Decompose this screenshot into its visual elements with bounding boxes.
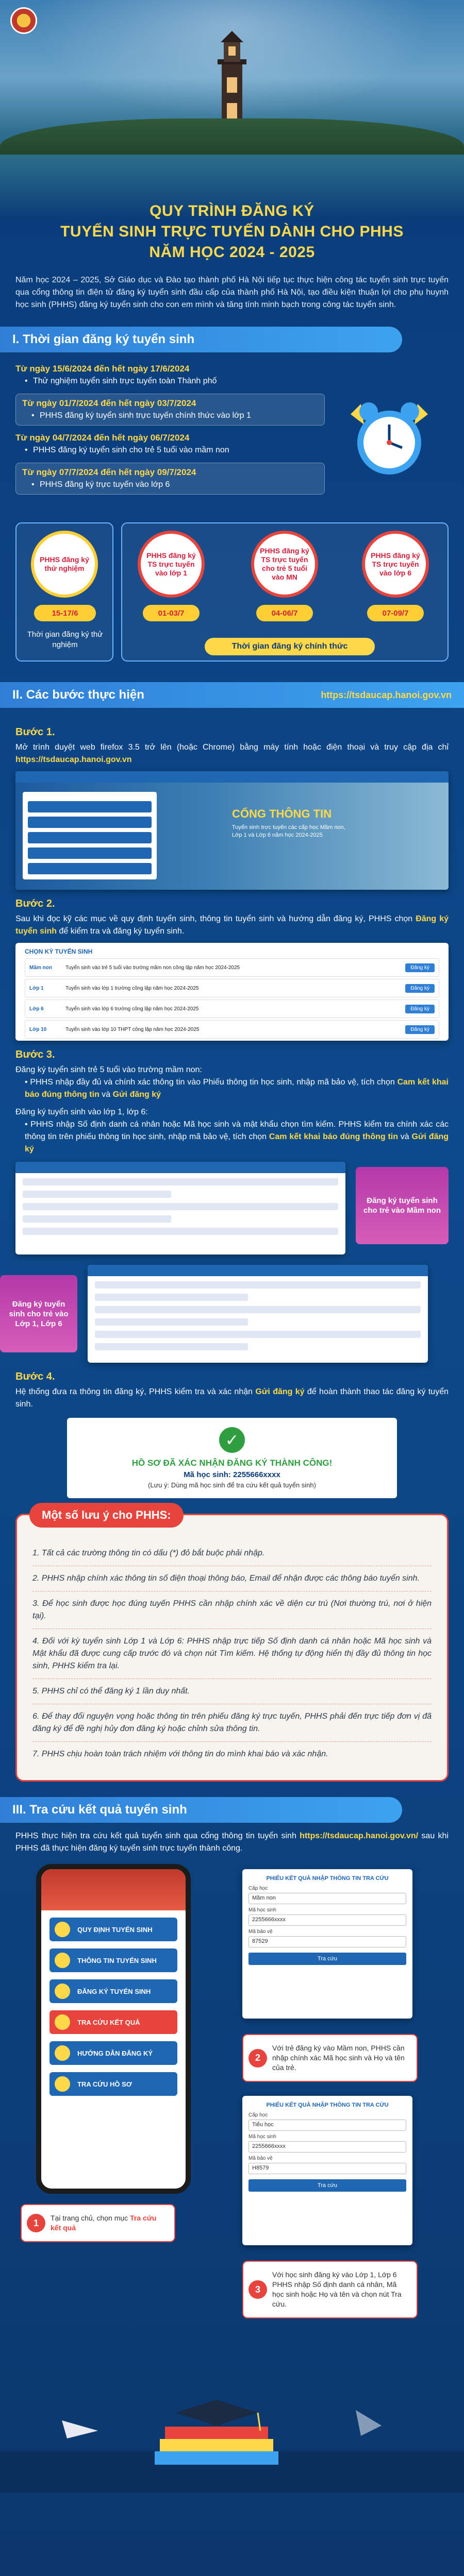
official-phase-card (121, 522, 449, 662)
success-message-box (67, 1418, 397, 1498)
official-pill-3: 07-09/7 (367, 605, 424, 621)
timeline-date: Từ ngày 04/7/2024 đến hết ngày 06/7/2024 (15, 433, 190, 443)
admission-row-text: Tuyển sinh vào trẻ 5 tuổi vào trường mầm non công lập năm học 2024-2025 (65, 964, 240, 971)
official-label: Thời gian đăng ký chính thức (205, 638, 375, 655)
official-circle-1: PHHS đăng ký TS trực tuyến vào lớp 1 (138, 531, 205, 598)
trial-label: Thời gian đăng ký thử nghiệm (27, 630, 103, 649)
section-2-banner (0, 682, 464, 708)
title-line-3: NĂM HỌC 2024 - 2025 (149, 244, 315, 261)
admission-row-text: Tuyển sinh vào lớp 10 THPT công lập năm học 2024-2025 (65, 1026, 200, 1032)
portal-banner-title: CỔNG THÔNG TIN (232, 807, 332, 820)
step-2-text (15, 913, 449, 938)
success-note: (Lưu ý: Dùng mã học sinh để tra cứu kết quả tuyển sinh) (148, 1481, 316, 1489)
phone-mockup (36, 1864, 191, 2194)
timeline-item (15, 394, 325, 426)
hero-photo (0, 0, 464, 222)
grade-side-label: Đăng ký tuyển sinh cho trẻ vào Lớp 1, Lớp 6 (0, 1275, 77, 1352)
title-line-1: QUY TRÌNH ĐĂNG KÝ (150, 202, 314, 219)
captcha-input[interactable]: 87529 (248, 1936, 406, 1947)
submit-label: Gửi đăng ký (25, 1132, 449, 1154)
step-3-b-and: và (398, 1132, 412, 1141)
timeline-item (15, 363, 325, 387)
step-4-text-b: để hoàn thành thao tác đăng ký tuyển sinh. (15, 1387, 449, 1409)
student-code: Mã học sinh: 2255666xxxx (184, 1470, 280, 1479)
checkmark-icon: ✓ (219, 1427, 245, 1453)
note-item: 6. Để thay đổi nguyện vọng hoặc thông tin trên phiếu đăng ký trực tuyến, PHHS phải đến trực tiếp đơn vị đã đăng ký để đề nghị hủy đơn đăng ký hoặc chỉnh sửa thông tin. (32, 1704, 432, 1742)
books-graduation-illustration (0, 2389, 464, 2493)
step-4-text-a: Hệ thống đưa ra thông tin đăng ký, PHHS kiểm tra và xác nhận (15, 1387, 256, 1396)
trial-phase-card (15, 522, 113, 662)
lookup-link[interactable]: https://tsdaucap.hanoi.gov.vn/ (300, 1832, 419, 1840)
callout-2-text: Với trẻ đăng ký vào Mầm non, PHHS cần nhập chính xác Mã học sinh và Họ và tên của trẻ. (272, 2044, 405, 2072)
menu-register[interactable]: ĐĂNG KÝ TUYỂN SINH (49, 1979, 177, 2003)
title-line-2: TUYỂN SINH TRỰC TUYẾN DÀNH CHO PHHS (60, 223, 404, 240)
step-3-text: Đăng ký tuyển sinh trẻ 5 tuổi vào trường mầm non: • PHHS nhập đầy đủ và chính xác thông tin vào Phiếu thông tin học sinh, nhập mã bảo vệ, tích chọn Cam kết khai báo đúng thông tin và Gửi đăng ký Đăng ký tuyển sinh vào lớp 1, lớp 6: • PHHS nhập Số định danh cá nhân hoặc Mã học sinh và mật khẩu chọn tìm kiếm. PHHS kiểm tra chính xác các thông tin trên phiếu thông tin học sinh, nhập mã bảo vệ, tích chọn Cam kết khai báo đúng thông tin và Gửi đăng ký (15, 1064, 449, 1156)
register-button[interactable]: Đăng ký (405, 1005, 435, 1013)
step-2-title: Bước 2. (15, 898, 55, 909)
step-1-link[interactable]: https://tsdaucap.hanoi.gov.vn (15, 755, 132, 764)
trial-date-pill: 15-17/6 (34, 605, 96, 621)
step-3-preschool-heading: Đăng ký tuyển sinh trẻ 5 tuổi vào trường mầm non: (15, 1065, 202, 1074)
step-3-a-text: PHHS nhập đầy đủ và chính xác thông tin vào Phiếu thông tin học sinh, nhập mã bảo vệ, tích chọn (30, 1078, 397, 1087)
captcha-label: Mã bảo vệ (248, 1929, 273, 1935)
admission-row[interactable] (25, 958, 439, 977)
timeline-item (15, 463, 325, 495)
choose-admission-title: CHỌN KỲ TUYỂN SINH (25, 948, 93, 955)
notes-title: Một số lưu ý cho PHHS: (29, 1503, 184, 1528)
choose-admission-screenshot (15, 943, 449, 1041)
admission-row-tag: Lớp 1 (29, 985, 44, 991)
menu-admission-rules[interactable]: QUY ĐỊNH TUYỂN SINH (49, 1918, 177, 1941)
official-pill-2: 04-06/7 (256, 605, 313, 621)
step-2-text-b: để kiểm tra và đăng ký tuyển sinh. (57, 927, 185, 936)
admission-row[interactable] (25, 999, 439, 1018)
preschool-lookup-form (242, 1869, 412, 2019)
note-item: 2. PHHS nhập chính xác thông tin số điện thoại thông báo, Email để nhận được các thông báo tuyển sinh. (32, 1566, 432, 1591)
code-label: Mã học sinh (248, 2134, 276, 2140)
step-3-title: Bước 3. (15, 1049, 55, 1060)
step-4-title: Bước 4. (15, 1371, 55, 1382)
timeline-date: Từ ngày 07/7/2024 đến hết ngày 09/7/2024 (22, 467, 196, 477)
step-3-grade-heading: Đăng ký tuyển sinh vào lớp 1, lớp 6: (15, 1108, 148, 1116)
submit-label: Gửi đăng ký (112, 1090, 161, 1099)
section-3-banner (0, 1797, 402, 1823)
level-select[interactable]: Mầm non (248, 1893, 406, 1904)
grade-lookup-form (242, 2096, 412, 2245)
step-3-a-and: và (99, 1090, 113, 1099)
form-title: PHIẾU KẾT QUẢ NHẬP THÔNG TIN TRA CỨU (266, 1875, 389, 1882)
menu-guide[interactable]: HƯỚNG DẪN ĐĂNG KÝ (49, 2041, 177, 2065)
success-title: HỒ SƠ ĐÃ XÁC NHẬN ĐĂNG KÝ THÀNH CÔNG! (131, 1458, 333, 1468)
portal-url-link[interactable]: https://tsdaucap.hanoi.gov.vn (321, 689, 452, 700)
admission-row-tag: Lớp 10 (29, 1026, 47, 1032)
hanoi-logo-icon (10, 7, 37, 34)
menu-lookup-results[interactable]: TRA CỨU KẾT QUẢ (49, 2010, 177, 2034)
note-item: 3. Để học sinh được học đúng tuyến PHHS cần nhập chính xác về diện cư trú (Nơi thường trú, nơi ở hiện tại). (32, 1591, 432, 1629)
step-2-highlight: Đăng ký tuyển sinh (15, 914, 449, 936)
admission-row-text: Tuyển sinh vào lớp 6 trường công lập năm học 2024-2025 (65, 1006, 199, 1012)
callout-3 (242, 2261, 418, 2318)
grade-form-screenshot (88, 1265, 428, 1363)
admission-row[interactable] (25, 979, 439, 997)
preschool-form-screenshot (15, 1162, 345, 1255)
note-item: 5. PHHS chỉ có thể đăng ký 1 lần duy nhất. (32, 1679, 432, 1704)
lookup-intro-a: PHHS thực hiện tra cứu kết quả tuyển sinh qua cổng thông tin tuyển sinh (15, 1832, 300, 1840)
timeline-desc: • PHHS đăng ký tuyển sinh cho trẻ 5 tuổi vào mầm non (25, 444, 325, 456)
menu-lookup-profile[interactable]: TRA CỨU HỒ SƠ (49, 2072, 177, 2096)
section-2-title: II. Các bước thực hiện (12, 688, 144, 702)
preschool-side-label: Đăng ký tuyển sinh cho trẻ vào Mầm non (356, 1167, 449, 1244)
registration-timeline (0, 352, 464, 522)
timeline-date: Từ ngày 01/7/2024 đến hết ngày 03/7/2024 (22, 398, 196, 408)
callout-1-text: Tại trang chủ, chọn mục (51, 2214, 130, 2222)
admission-row-text: Tuyển sinh vào lớp 1 trường công lập năm học 2024-2025 (65, 985, 199, 991)
step-3-b-text: PHHS nhập Số định danh cá nhân hoặc Mã học sinh và mật khẩu chọn tìm kiếm. PHHS kiểm tra chính xác các thông tin trên phiếu thông tin học sinh, nhập mã bảo vệ, tích chọn (25, 1120, 449, 1141)
step-1-text-a: Mở trình duyệt web firefox 3.5 trở lên (hoặc Chrome) bằng máy tính hoặc điện thoại và truy cập địa chỉ (15, 743, 449, 752)
lookup-button[interactable]: Tra cứu (248, 1953, 406, 1965)
step-number: 2 (248, 2049, 267, 2067)
step-1-title: Bước 1. (15, 726, 55, 738)
captcha-label: Mã bảo vệ (248, 2156, 273, 2161)
code-label: Mã học sinh (248, 1907, 276, 1913)
note-item: 7. PHHS chịu hoàn toàn trách nhiệm với thông tin do mình khai báo và xác nhận. (32, 1750, 328, 1758)
lookup-intro (15, 1830, 449, 1855)
step-1-text (15, 741, 449, 766)
steps-list (0, 708, 464, 1498)
form-title: PHIẾU KẾT QUẢ NHẬP THÔNG TIN TRA CỨU (266, 2102, 389, 2108)
step-3-visuals (9, 1162, 449, 1363)
step-2-text-a: Sau khi đọc kỹ các mục về quy định tuyển sinh, thông tin tuyển sinh và hướng dẫn đăng ký, PHHS chọn (15, 914, 416, 923)
callout-2 (242, 2034, 418, 2082)
official-circle-3: PHHS đăng ký TS trực tuyến vào lớp 6 (362, 531, 429, 598)
portal-homepage-screenshot (15, 771, 449, 890)
menu-admission-info[interactable]: THÔNG TIN TUYỂN SINH (49, 1948, 177, 1972)
phase-cards (15, 522, 449, 667)
register-button[interactable]: Đăng ký (405, 1025, 435, 1034)
intro-paragraph: Năm học 2024 – 2025, Sở Giáo dục và Đào tạo thành phố Hà Nội tiếp tục thực hiện công tác tuyển sinh trực tuyến qua cổng thông tin điện tử đăng ký tuyển sinh đầu cấp của thành phố Hà Nội, tạo điều kiện thuận lợi cho phụ huynh học sinh (PHHS) đăng ký tuyển sinh cho con em mình và tăng tính minh bạch trong công tác tuyển sinh. (15, 276, 449, 309)
step-4-text (15, 1386, 449, 1411)
official-circle-2: PHHS đăng ký TS trực tuyến cho trẻ 5 tuổi vào MN (251, 531, 318, 598)
commit-checkbox-label: Cam kết khai báo đúng thông tin (269, 1132, 398, 1141)
timeline-desc: • PHHS đăng ký tuyển sinh trực tuyến chính thức vào lớp 1 (31, 410, 318, 422)
timeline-desc: • PHHS đăng ký trực tuyến vào lớp 6 (31, 479, 318, 491)
note-item: 4. Đối với kỳ tuyển sinh Lớp 1 và Lớp 6: PHHS nhập trực tiếp Số định danh cá nhân hoặc Mã học sinh và Mật khẩu đã được cung cấp trước đó và chọn nút Tìm kiếm. Hệ thống tự động hiển thị đầy đủ thông tin học sinh, PHHS kiểm tra lại. (32, 1629, 432, 1679)
step-number: 1 (27, 2214, 45, 2232)
student-code-input[interactable]: 2255666xxxx (248, 1914, 406, 1926)
lookup-button[interactable]: Tra cứu (248, 2179, 406, 2192)
register-button[interactable]: Đăng ký (405, 984, 435, 993)
callout-1-highlight: Tra cứu kết quả (51, 2214, 157, 2232)
notes-panel (15, 1509, 449, 1782)
alarm-clock-icon (345, 394, 433, 481)
timeline-desc: • Thử nghiệm tuyển sinh trực tuyến toàn Thành phố (25, 375, 325, 387)
captcha-input[interactable]: H8579 (248, 2163, 406, 2174)
section-1-title: I. Thời gian đăng ký tuyển sinh (12, 332, 195, 346)
callout-1 (21, 2204, 175, 2242)
portal-banner-subtitle: Tuyển sinh trực tuyến các cấp học Mầm non, Lớp 1 và Lớp 6 năm học 2024-2025 (232, 824, 345, 838)
level-label: Cấp học (248, 2112, 268, 2118)
callout-3-text: Với học sinh đăng ký vào Lớp 1, Lớp 6 PHHS nhập Số định danh cá nhân, Mã học sinh hoặc Họ và tên và chọn nút Tra cứu. (272, 2270, 402, 2308)
section-1-banner (0, 327, 402, 352)
student-code-input[interactable]: 2255666xxxx (248, 2141, 406, 2153)
lookup-intro-b: sau khi PHHS đã thực hiện đăng ký tuyển sinh trực tuyến thành công. (15, 1832, 449, 1853)
timeline-item (15, 432, 325, 456)
admission-row[interactable] (25, 1020, 439, 1039)
official-pill-1: 01-03/7 (143, 605, 200, 621)
timeline-date: Từ ngày 15/6/2024 đến hết ngày 17/6/2024 (15, 364, 190, 374)
trial-circle: PHHS đăng ký thử nghiệm (31, 531, 98, 598)
level-label: Cấp học (248, 1886, 268, 1891)
step-number: 3 (248, 2280, 267, 2299)
commit-checkbox-label: Cam kết khai báo đúng thông tin (25, 1078, 449, 1099)
register-button[interactable]: Đăng ký (405, 963, 435, 972)
lookup-section (0, 1823, 464, 2493)
level-select[interactable]: Tiểu học (248, 2120, 406, 2131)
step-4-highlight: Gửi đăng ký (255, 1387, 305, 1396)
section-3-title: III. Tra cứu kết quả tuyển sinh (12, 1803, 187, 1817)
admission-row-tag: Mầm non (29, 964, 52, 971)
note-item: 1. Tất cả các trường thông tin có dấu (*) đỏ bắt buộc phải nhập. (32, 1541, 432, 1566)
admission-row-tag: Lớp 6 (29, 1006, 44, 1012)
